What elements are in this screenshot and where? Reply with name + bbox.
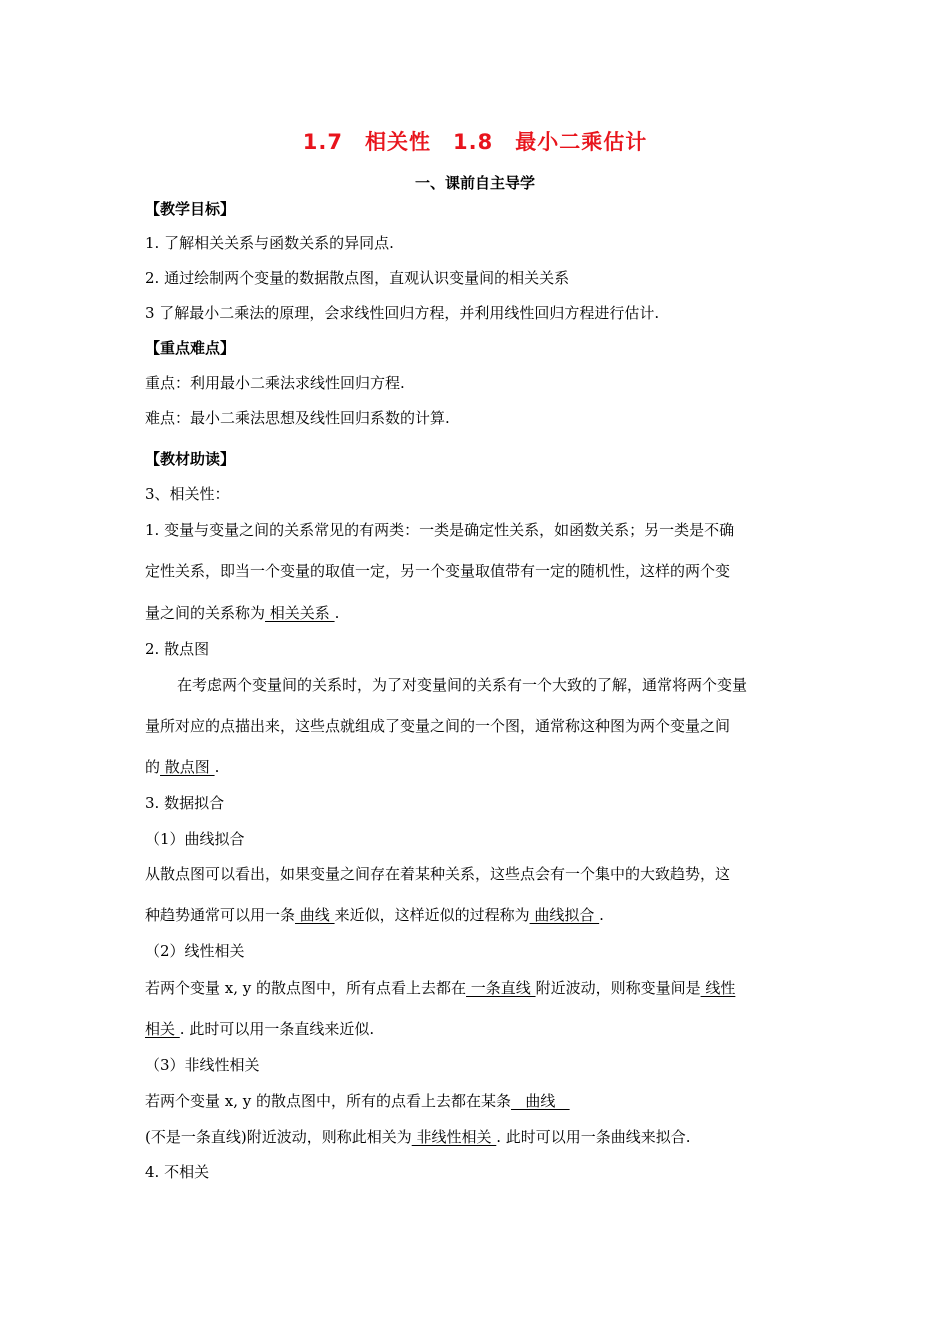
- heading-reading: 【教材助读】: [145, 450, 236, 468]
- para1-line1: 1. 变量与变量之间的关系常见的有两类：一类是确定性关系，如函数关系；另一类是不确: [145, 521, 735, 539]
- para3-title: 3. 数据拟合: [145, 794, 225, 812]
- para2-line1: 在考虑两个变量间的关系时，为了对变量间的关系有一个大致的了解，通常将两个变量: [177, 676, 748, 694]
- sub2-line1: 若两个变量 x, y 的散点图中，所有点看上去都在 一条直线 附近波动，则称变量间是 线性: [145, 979, 736, 997]
- answer-blank: 曲线: [295, 906, 335, 924]
- answer-blank: 散点图: [160, 758, 215, 776]
- para1-line3: 量之间的关系称为 相关关系 .: [145, 604, 340, 622]
- sub2-line2: 相关 . 此时可以用一条直线来近似.: [145, 1020, 375, 1038]
- sub3-title: （3）非线性相关: [145, 1056, 260, 1074]
- answer-blank: 相关: [145, 1020, 180, 1038]
- goal-item-1: 1. 了解相关关系与函数关系的异同点.: [145, 234, 394, 252]
- sub3-line2: (不是一条直线)附近波动，则称此相关为 非线性相关 . 此时可以用一条曲线来拟合.: [145, 1128, 691, 1146]
- key-point-2: 难点：最小二乘法思想及线性回归系数的计算.: [145, 409, 450, 427]
- para4-title: 4. 不相关: [145, 1163, 210, 1181]
- sub1-line1: 从散点图可以看出，如果变量之间存在着某种关系，这些点会有一个集中的大致趋势，这: [145, 865, 731, 883]
- answer-blank: 一条直线: [466, 979, 536, 997]
- goal-item-2: 2. 通过绘制两个变量的数据散点图，直观认识变量间的相关关系: [145, 269, 570, 287]
- para2-line3: 的 散点图 .: [145, 758, 220, 776]
- page-title: 1.7 相关性 1.8 最小二乘估计: [302, 130, 648, 154]
- heading-key-points: 【重点难点】: [145, 339, 236, 357]
- key-point-1: 重点：利用最小二乘法求线性回归方程.: [145, 374, 405, 392]
- answer-blank: 非线性相关: [411, 1128, 497, 1146]
- answer-blank: 相关关系: [265, 604, 335, 622]
- answer-blank: 曲线: [511, 1092, 570, 1110]
- goal-item-3: 3 了解最小二乘法的原理，会求线性回归方程，并利用线性回归方程进行估计.: [145, 304, 660, 322]
- answer-blank: 线性: [700, 979, 736, 997]
- para2-title: 2. 散点图: [145, 640, 210, 658]
- para1-line2: 定性关系，即当一个变量的取值一定，另一个变量取值带有一定的随机性，这样的两个变: [145, 562, 731, 580]
- sub1-line2: 种趋势通常可以用一条 曲线 来近似，这样近似的过程称为 曲线拟合 .: [145, 906, 604, 924]
- sub1-title: （1）曲线拟合: [145, 830, 245, 848]
- reading-section-3: 3、相关性：: [145, 485, 230, 503]
- answer-blank: 曲线拟合: [529, 906, 600, 924]
- para2-line2: 量所对应的点描出来，这些点就组成了变量之间的一个图，通常称这种图为两个变量之间: [145, 717, 731, 735]
- section-subtitle: 一、课前自主导学: [414, 174, 535, 192]
- sub2-title: （2）线性相关: [145, 942, 245, 960]
- sub3-line1: 若两个变量 x, y 的散点图中，所有的点看上去都在某条 曲线: [145, 1092, 570, 1110]
- heading-goals: 【教学目标】: [145, 200, 236, 218]
